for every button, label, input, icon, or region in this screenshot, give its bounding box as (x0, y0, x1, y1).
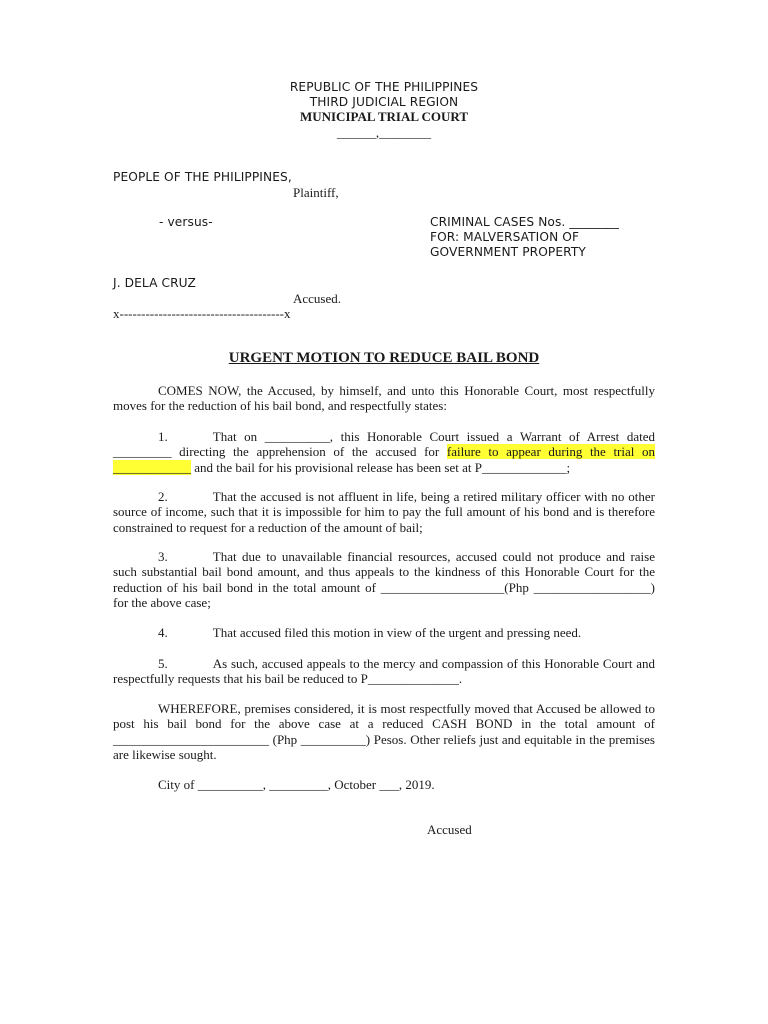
wherefore-paragraph: WHEREFORE, premises considered, it is most respectfully moved that Accused be allowed to post his bail bond for the above case at a reduced CASH BOND in the total amount of ________________________ (Php __________) Pesos. Other reliefs just and equitable in the premises are likewise sought. (113, 701, 655, 762)
case-nature-line1: FOR: MALVERSATION OF (430, 230, 580, 244)
paragraph-5 (113, 656, 655, 687)
accused-name: J. DELA CRUZ (113, 276, 196, 290)
paragraph-text: and the bail for his provisional release has been set at P_____________; (191, 459, 571, 475)
paragraph-number: 3. (158, 549, 168, 564)
versus-label: - versus- (159, 215, 213, 229)
highlighted-text: failure to appear during the trial on ____________ (113, 444, 655, 475)
court-header-region: THIRD JUDICIAL REGION (309, 95, 459, 109)
dateline: City of __________, _________, October ___, 2019. (158, 777, 435, 792)
court-header-location: ______,________ (336, 125, 432, 140)
paragraph-number: 4. (158, 625, 168, 640)
case-number: CRIMINAL CASES Nos. ________ (430, 215, 619, 229)
signature-label: Accused (427, 822, 472, 837)
document-title: URGENT MOTION TO REDUCE BAIL BOND (228, 350, 540, 366)
court-header-republic: REPUBLIC OF THE PHILIPPINES (289, 80, 479, 94)
paragraph-3 (113, 549, 655, 610)
paragraph-text: As such, accused appeals to the mercy and compassion of this Honorable Court and respectfully requests that his bail be reduced to P______________. (113, 656, 655, 687)
paragraph-2 (113, 489, 655, 535)
paragraph-number: 2. (158, 489, 168, 504)
case-nature-line2: GOVERNMENT PROPERTY (430, 245, 586, 259)
plaintiff-name: PEOPLE OF THE PHILIPPINES, (113, 170, 292, 184)
paragraph-4 (113, 625, 655, 640)
paragraph-1 (113, 429, 655, 475)
paragraph-number: 5. (158, 656, 168, 671)
paragraph-text: That due to unavailable financial resources, accused could not produce and raise such substantial bail bond amount, and thus appeals to the kindness of this Honorable Court for the reduction of his bail bond in the total amount of ___________________(Php __________________) for the above case; (113, 549, 655, 610)
accused-role: Accused. (293, 291, 342, 306)
plaintiff-role: Plaintiff, (293, 185, 339, 200)
paragraph-text: That the accused is not affluent in life, being a retired military officer with no other source of income, such that it is impossible for him to pay the full amount of his bond and is therefore constrained to request for a reduction of the amount of bail; (113, 489, 655, 535)
paragraph-text: That accused filed this motion in view of the urgent and pressing need. (212, 625, 582, 640)
intro-paragraph: COMES NOW, the Accused, by himself, and unto this Honorable Court, most respectfully moves for the reduction of his bail bond, and respectfully states: (113, 383, 655, 414)
paragraph-text: That on __________, this Honorable Court issued a Warrant of Arrest dated _________ directing the apprehension of the accused for (113, 429, 655, 460)
court-header-court: MUNICIPAL TRIAL COURT (299, 109, 469, 124)
paragraph-number: 1. (158, 429, 168, 444)
caption-separator: x--------------------------------------x (113, 306, 291, 321)
